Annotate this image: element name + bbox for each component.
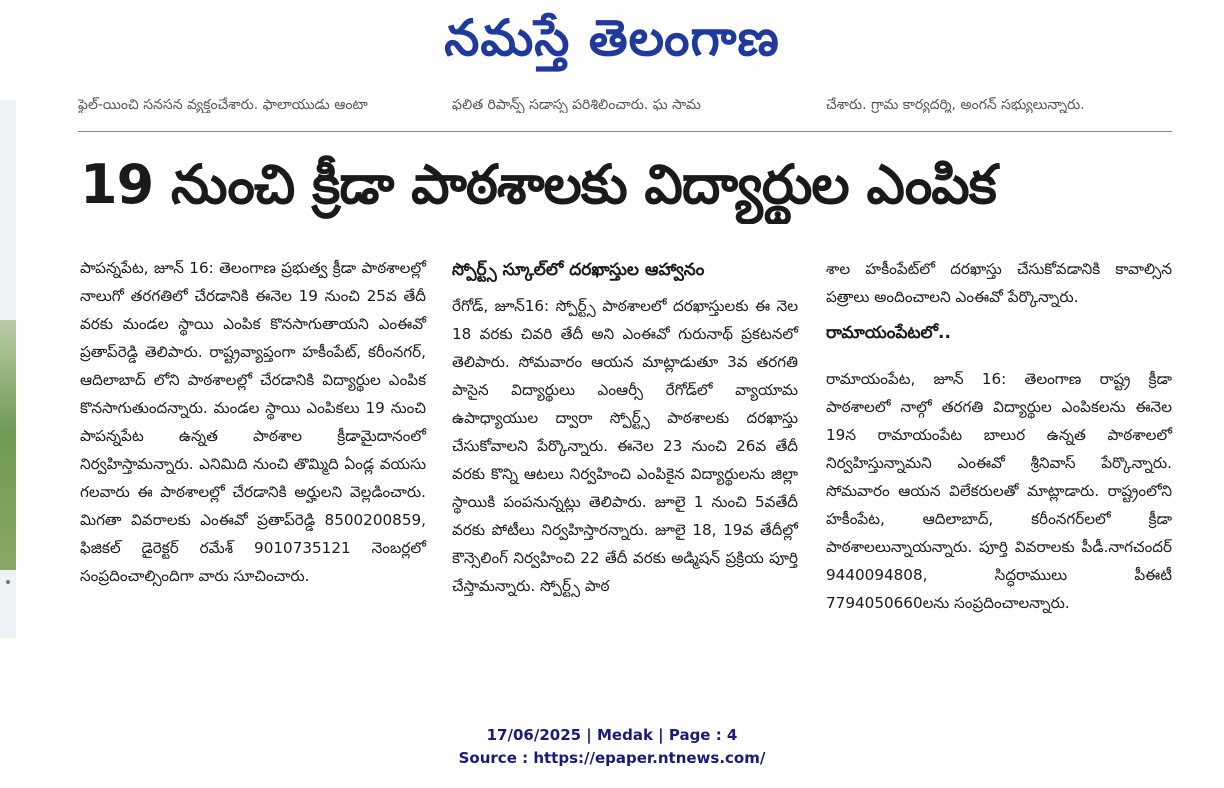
page-footer	[0, 724, 1224, 770]
article-headline: 19 నుంచి క్రీడా పాఠశాలకు విద్యార్థుల ఎంపిక	[80, 153, 996, 216]
subhead-sports-school: స్పోర్ట్స్ స్కూల్‌లో దరఖాస్తుల ఆహ్వానం	[452, 260, 705, 280]
edition-info: 17/06/2025 | Medak | Page : 4	[486, 726, 738, 744]
body-text: పాపన్నపేట, జూన్ 16: తెలంగాణ ప్రభుత్వ క్రీడా పాఠశాలల్లో నాలుగో తరగతిలో చేరడానికి ఈనెల 19 నుంచి 25వ తేదీ వరకు మండల స్థాయి ఎంపిక కొనసాగుతాయని ఎంఈవో ప్రతాప్‌రెడ్డి తెలిపారు. రాష్ట్రవ్యాప్తంగా హకీంపేట్, కరీంనగర్, ఆదిలాబాద్ లోని పాఠశాలల్లో చేరడానికి విద్యార్థుల ఎంపిక కొనసాగుతుందన్నారు. మండల స్థాయి ఎంపికలు 19 నుంచి పాపన్నపేట ఉన్నత పాఠశాల క్రీడామైదానంలో నిర్వహిస్తామన్నారు. ఎనిమిది నుంచి తొమ్మిది ఏండ్ల వయసు గలవారు ఈ పాఠశాలల్లో చేరడానికి అర్హులని వెల్లడించారు. మిగతా వివరాలకు ఎంఈవో ప్రతాప్‌రెడ్డి 8500200859, ఫిజికల్ డైరెక్టర్ రమేశ్ 9010735121 నెంబర్లలో సంప్రదించాల్సిందిగా వారు సూచించారు.	[80, 259, 426, 585]
article-column-right	[826, 255, 1172, 617]
cutline-left: ఫైల్-యించి సనసన వ్యక్తంచేశారు. ఫాలాయుడు ఆంటా	[78, 97, 368, 113]
article-column-middle	[452, 256, 798, 600]
masthead	[0, 0, 1224, 80]
subhead-ramayampet: రామాయంపేటలో..	[826, 323, 951, 343]
adjacent-photo-fragment	[0, 320, 16, 570]
adjacent-page-strip	[0, 100, 16, 638]
cutline-middle: ఫలిత రిపాన్ప్ సడాస్స పరిశిలించారు. ఘ సామ	[452, 97, 701, 113]
body-text: శాల హకీంపేట్‌లో దరఖాస్తు చేసుకోవడానికి కావాల్సిన పత్రాలు అందించాలని ఎంఈవో పేర్కొన్నారు.	[826, 260, 1172, 306]
masthead-logo: నమస్తే తెలంగాణ	[444, 8, 780, 67]
body-text: రామాయంపేట, జూన్ 16: తెలంగాణ రాష్ట్ర క్రీడా పాఠశాలలో నాల్గో తరగతి విద్యార్థుల ఎంపికలను ఈనెల 19న రామాయంపేట బాలుర ఉన్నత పాఠశాలలో నిర్వహిస్తున్నామని ఎంఈవో శ్రీనివాస్ పేర్కొన్నారు. సోమవారం ఆయన విలేకరులతో మాట్లాడారు. రాష్ట్రంలోని హకీంపేట, ఆదిలాబాద్, కరీంనగర్‌లలో క్రీడా పాఠశాలలున్నాయన్నారు. పూర్తి వివరాలకు పీడీ.నాగచందర్ 9440094808, సిద్ధరాములు పీఈటీ 7794050660లను సంప్రదించాలన్నారు.	[826, 370, 1172, 612]
adjacent-page-mark	[6, 580, 10, 584]
cutline-right: చేశారు. గ్రామ కార్యదర్శి, అంగన్ సభ్యులున్నారు.	[826, 97, 1085, 113]
separator-rule	[78, 131, 1172, 132]
body-text: రేగోడ్, జూన్16: స్పోర్ట్స్ పాఠశాలలో దరఖాస్తులకు ఈ నెల 18 వరకు చివరి తేదీ అని ఎంఈవో గురునాథ్ ప్రకటనలో తెలిపారు. సోమవారం ఆయన మాట్లాడుతూ 3వ తరగతి పాసైన విద్యార్థులు ఎంఆర్సీ రేగోడ్‌లో వ్యాయామ ఉపాధ్యాయుల ద్వారా స్పోర్ట్స్ పాఠశాలకు దరఖాస్తు చేసుకోవాలని పేర్కొన్నారు. ఈనెల 23 నుంచి 26వ తేదీ వరకు కొన్ని ఆటలు నిర్వహించి ఎంపికైన విద్యార్థులను జిల్లా స్థాయికి పంపనున్నట్లు తెలిపారు. జూలై 1 నుంచి 5వతేదీ వరకు పోటీలు నిర్వహిస్తారన్నారు. జూలై 18, 19వ తేదీల్లో కౌన్సెలింగ్ నిర్వహించి 22 తేదీ వరకు అడ్మిషన్ ప్రక్రియ పూర్తి చేస్తామన్నారు. స్పోర్ట్స్ పాఠ	[452, 297, 798, 595]
source-link[interactable]: Source : https://epaper.ntnews.com/	[458, 749, 766, 767]
article-column-left	[80, 254, 426, 590]
